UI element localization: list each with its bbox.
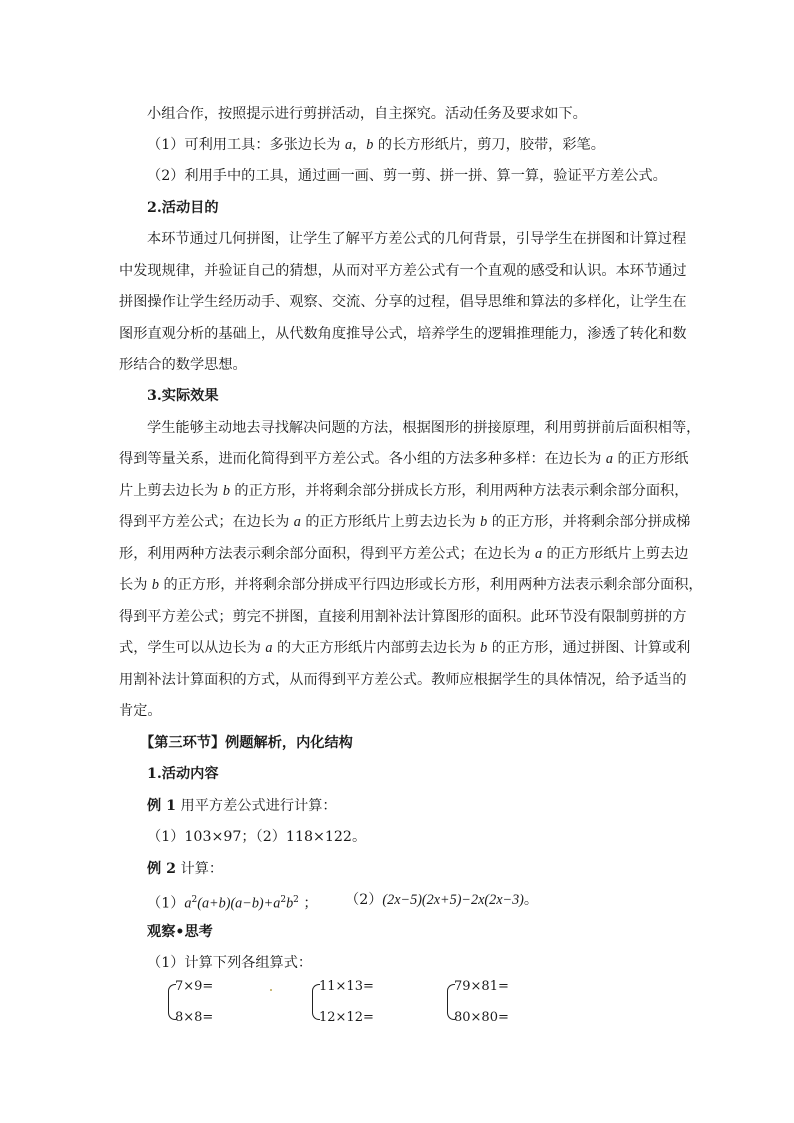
task-item-2: （2）利用手中的工具，通过画一画、剪一剪、拼一拼、算一算，验证平方差公式。 bbox=[147, 168, 667, 184]
example-2-question-1 bbox=[147, 890, 318, 914]
text: ， bbox=[352, 137, 367, 153]
example-1-questions: （1）103×97；（2）118×122。 bbox=[147, 829, 367, 845]
var-a: a bbox=[344, 137, 353, 153]
heading-actual-effect: 3.实际效果 bbox=[147, 388, 219, 404]
var-b: b bbox=[222, 483, 230, 499]
text: 得到等量关系，进而化简得到平方差公式。各小组的方法多种多样：在边长为 bbox=[119, 451, 606, 467]
formula: a bbox=[184, 895, 192, 912]
var-b: b bbox=[366, 137, 374, 153]
var-b: b bbox=[151, 577, 159, 593]
example-1 bbox=[147, 796, 337, 816]
text: （1）可利用工具：多张边长为 bbox=[147, 137, 345, 153]
text: （1） bbox=[147, 895, 185, 912]
effect-line-10: 肯定。 bbox=[119, 703, 162, 719]
var-a: a bbox=[605, 451, 613, 467]
text: ； bbox=[298, 895, 318, 912]
text: 的正方形，并将剩余部分拼成长方形，利用两种方法表示剩余部分面积， bbox=[229, 483, 689, 499]
var-a: a bbox=[293, 514, 301, 530]
text: 的正方形纸 bbox=[612, 451, 689, 467]
text: 的正方形，通过拼图、计算或利 bbox=[487, 640, 691, 656]
formula: b bbox=[286, 895, 294, 912]
example-2-label: 例 2 bbox=[147, 861, 176, 877]
var-b: b bbox=[480, 514, 488, 530]
task-item-1 bbox=[147, 135, 605, 155]
text: 。 bbox=[523, 892, 539, 908]
text: 的正方形，并将剩余部分拼成平行四边形或长方形，利用两种方法表示剩余部分面积， bbox=[158, 577, 703, 593]
observe-item-1: （1）计算下列各组算式： bbox=[147, 955, 313, 971]
group-2-bottom: 12×12= bbox=[319, 1010, 374, 1025]
group-3-top: 79×81= bbox=[454, 979, 509, 994]
group-3-bottom: 80×80= bbox=[454, 1010, 509, 1025]
effect-line-2 bbox=[119, 449, 688, 469]
text: 计算： bbox=[176, 861, 224, 877]
text: 的正方形纸片上剪去边 bbox=[542, 546, 689, 562]
purpose-line-1: 本环节通过几何拼图，让学生了解平方差公式的几何背景，引导学生在拼图和计算过程 bbox=[147, 231, 687, 247]
effect-line-4 bbox=[119, 512, 690, 532]
effect-line-6 bbox=[119, 575, 703, 595]
stray-dot bbox=[270, 989, 272, 991]
text: 的正方形，并将剩余部分拼成梯 bbox=[487, 514, 691, 530]
text: 式，学生可以从边长为 bbox=[119, 640, 266, 656]
effect-line-9: 用割补法计算面积的方式，从而得到平方差公式。教师应根据学生的具体情况，给予适当的 bbox=[119, 672, 687, 688]
exponent: 2 bbox=[191, 895, 198, 905]
text: 用平方差公式进行计算： bbox=[176, 798, 337, 814]
heading-activity-content: 1.活动内容 bbox=[147, 766, 219, 782]
effect-line-5 bbox=[119, 544, 688, 564]
text: 的正方形纸片上剪去边长为 bbox=[300, 514, 481, 530]
exponent: 2 bbox=[280, 895, 287, 905]
text: 片上剪去边长为 bbox=[119, 483, 223, 499]
group-1-bottom: 8×8= bbox=[175, 1010, 214, 1025]
var-a: a bbox=[534, 546, 543, 562]
text: 的长方形纸片，剪刀，胶带，彩笔。 bbox=[373, 137, 605, 153]
formula: (a+b)(a−b)+a bbox=[197, 895, 281, 912]
example-2 bbox=[147, 859, 223, 879]
example-2-question-2 bbox=[345, 890, 538, 910]
section-heading: 【第三环节】例题解析，内化结构 bbox=[140, 735, 353, 751]
effect-line-7: 得到平方差公式；剪完不拼图，直接利用割补法计算图形的面积。此环节没有限制剪拼的方 bbox=[119, 609, 687, 625]
var-b: b bbox=[480, 640, 488, 656]
task-intro: 小组合作，按照提示进行剪拼活动，自主探究。活动任务及要求如下。 bbox=[147, 106, 587, 122]
example-1-label: 例 1 bbox=[147, 798, 176, 814]
purpose-line-4: 图形直观分析的基础上，从代数角度推导公式，培养学生的逻辑推理能力，渗透了转化和数 bbox=[119, 326, 687, 342]
purpose-line-3: 拼图操作让学生经历动手、观察、交流、分享的过程，倡导思维和算法的多样化，让学生在 bbox=[119, 294, 687, 310]
text: （2） bbox=[345, 892, 383, 908]
purpose-line-5: 形结合的数学思想。 bbox=[119, 357, 247, 373]
observe-think-heading: 观察•思考 bbox=[147, 924, 213, 940]
text: 的大正方形纸片内部剪去边长为 bbox=[272, 640, 481, 656]
text: 形，利用两种方法表示剩余部分面积，得到平方差公式；在边长为 bbox=[119, 546, 535, 562]
formula: (2x−5)(2x+5)−2x(2x−3) bbox=[382, 892, 524, 908]
effect-line-8 bbox=[119, 638, 690, 658]
heading-activity-purpose: 2.活动目的 bbox=[147, 200, 219, 216]
group-1-top: 7×9= bbox=[175, 979, 214, 994]
exponent: 2 bbox=[293, 895, 299, 905]
group-2-top: 11×13= bbox=[319, 979, 374, 994]
effect-line-1: 学生能够主动地去寻找解决问题的方法，根据图形的拼接原理，利用剪拼前后面积相等， bbox=[147, 420, 701, 436]
purpose-line-2: 中发现规律，并验证自己的猜想，从而对平方差公式有一个直观的感受和认识。本环节通过 bbox=[119, 263, 687, 279]
text: 长为 bbox=[119, 577, 152, 593]
effect-line-3 bbox=[119, 481, 688, 501]
var-a: a bbox=[265, 640, 273, 656]
text: 得到平方差公式；在边长为 bbox=[119, 514, 294, 530]
